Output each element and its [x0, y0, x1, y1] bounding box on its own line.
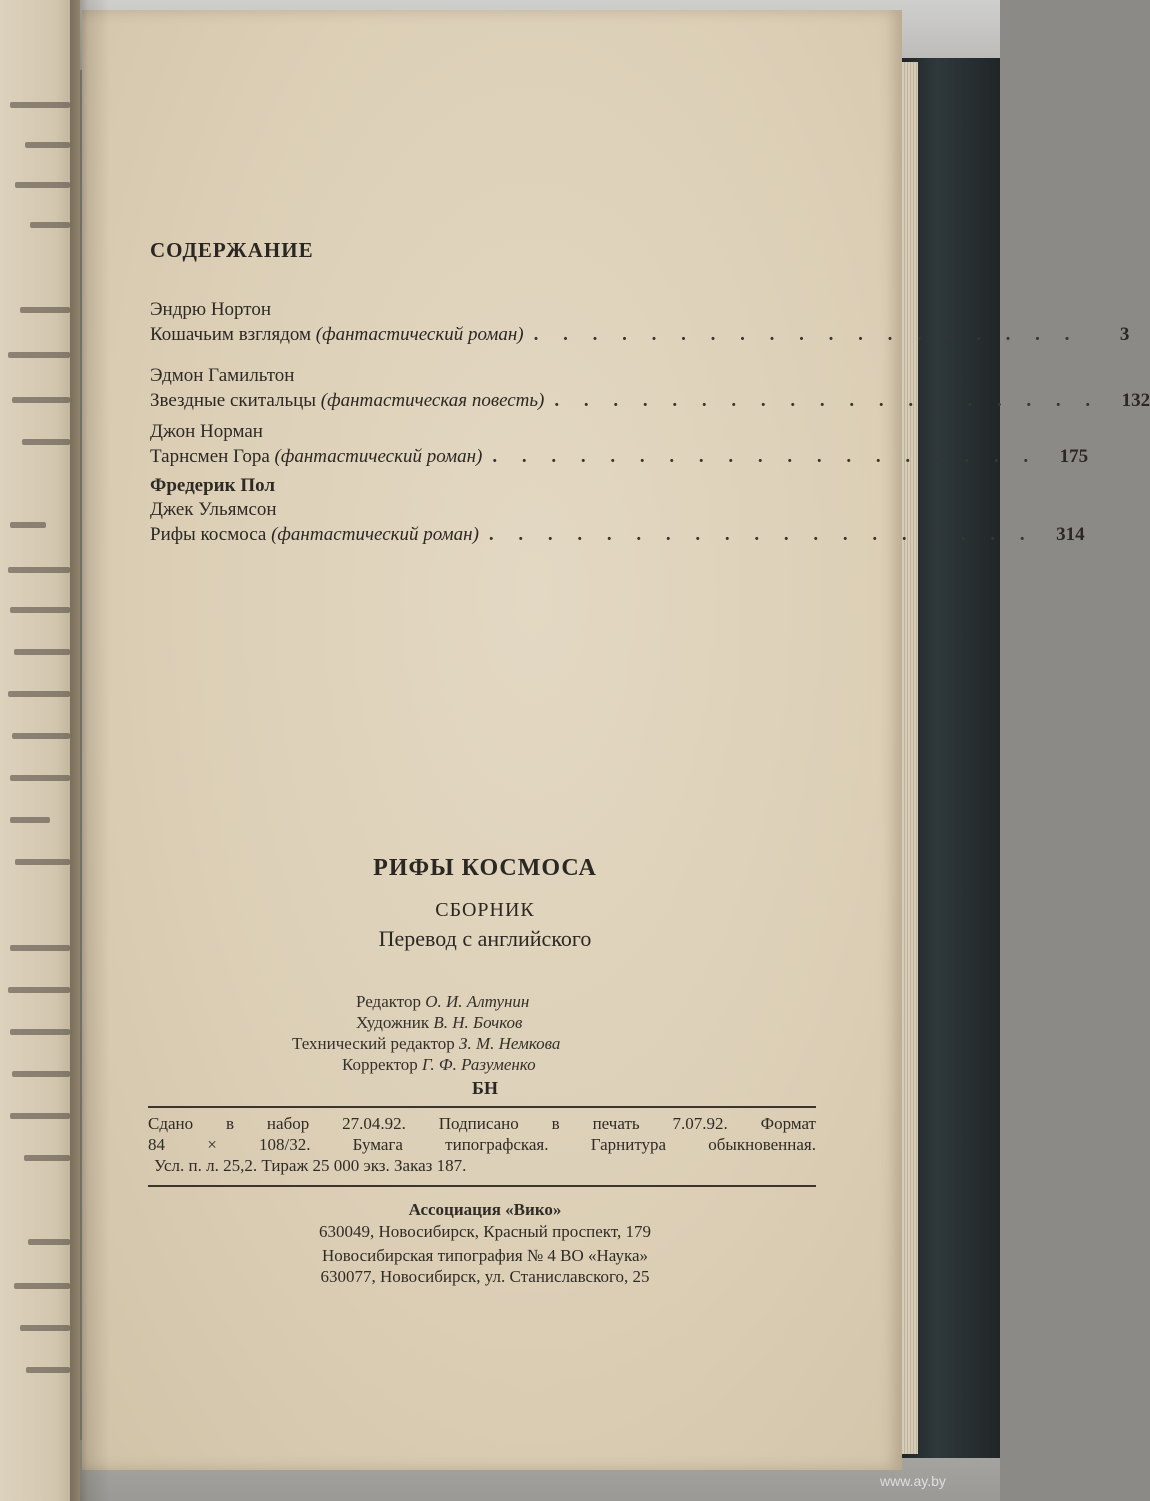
toc-leader-dots: . . . . . . . . . . . . . . . . . . .	[533, 324, 1080, 345]
printer-name: Новосибирская типография № 4 ВО «Наука»	[321, 1246, 649, 1265]
credit-role: Художник	[356, 1013, 430, 1032]
imprint-line: Усл. п. л. 25,2. Тираж 25 000 экз. Заказ 187.	[154, 1156, 467, 1175]
toc-title: Тарнсмен Гора	[150, 446, 270, 467]
toc-author: Джек Ульямсон	[150, 499, 277, 520]
credit-name: Г. Ф. Разуменко	[422, 1055, 536, 1074]
book-title: РИФЫ КОСМОСА	[373, 855, 597, 881]
imprint-line: Сдано в набор 27.04.92. Подписано в печать 7.07.92. Формат	[148, 1114, 816, 1133]
toc-author: Эдмон Гамильтон	[150, 365, 295, 386]
printer-address: 630077, Новосибирск, ул. Станиславского, 25	[320, 1267, 650, 1286]
toc-leader-dots: . . . . . . . . . . . . . . . . . . .	[554, 390, 1101, 411]
imprint-line: 84 × 108/32. Бумага типографская. Гарнитура обыкновенная.	[148, 1135, 816, 1154]
toc-heading: СОДЕРЖАНИЕ	[150, 238, 314, 262]
credit-role: Редактор	[356, 992, 421, 1011]
toc-entry-4	[150, 474, 1085, 548]
toc-title-line	[150, 322, 1130, 348]
toc-title-line	[150, 444, 1089, 470]
toc-title: Кошачьим взглядом	[150, 324, 312, 345]
credit-name: В. Н. Бочков	[433, 1013, 523, 1032]
credit-name: З. М. Немкова	[459, 1034, 561, 1053]
credit-name: О. И. Алтунин	[425, 992, 530, 1011]
rule-bottom	[148, 1185, 816, 1187]
toc-title-line	[150, 388, 1150, 414]
credit-editor	[356, 992, 529, 1012]
toc-page-number: 3	[1119, 324, 1130, 345]
toc-title: Звездные скитальцы	[150, 390, 317, 411]
toc-title-line	[150, 522, 1085, 548]
watermark: www.ay.by	[880, 1473, 946, 1489]
toc-author: Эндрю Нортон	[150, 299, 272, 320]
credit-proofreader	[342, 1055, 536, 1075]
classification-code: БН	[472, 1078, 498, 1098]
credit-role: Корректор	[342, 1055, 418, 1074]
toc-genre: (фантастический роман)	[271, 524, 479, 545]
publisher-name: Ассоциация «Вико»	[408, 1200, 562, 1219]
credit-role: Технический редактор	[292, 1034, 455, 1053]
publisher-address: 630049, Новосибирск, Красный проспект, 179	[319, 1222, 651, 1241]
toc-author: Джон Норман	[150, 421, 263, 442]
toc-page-number: 175	[1059, 446, 1089, 467]
credit-tech-editor	[292, 1034, 560, 1054]
toc-leader-dots: . . . . . . . . . . . . . . . . . . .	[488, 524, 1035, 545]
toc-leader-dots: . . . . . . . . . . . . . . . . . . .	[492, 446, 1039, 467]
toc-entry-2	[150, 364, 1150, 414]
rule-top	[148, 1106, 816, 1108]
book-subtitle: СБОРНИК	[435, 899, 535, 921]
toc-page-number: 314	[1056, 524, 1085, 545]
credit-artist	[356, 1013, 522, 1033]
toc-genre: (фантастический роман)	[315, 324, 524, 345]
toc-entry-3	[150, 420, 1089, 470]
toc-genre: (фантастическая повесть)	[320, 390, 545, 411]
page-gutter-shadow	[70, 0, 110, 1501]
toc-author: Фредерик Пол	[150, 475, 276, 496]
toc-title: Рифы космоса	[150, 524, 267, 545]
toc-genre: (фантастический роман)	[274, 446, 483, 467]
left-page-fragment	[0, 0, 80, 1501]
toc-entry-1	[150, 298, 1130, 348]
book-translation-note: Перевод с английского	[378, 926, 592, 951]
toc-page-number: 132	[1121, 390, 1150, 411]
